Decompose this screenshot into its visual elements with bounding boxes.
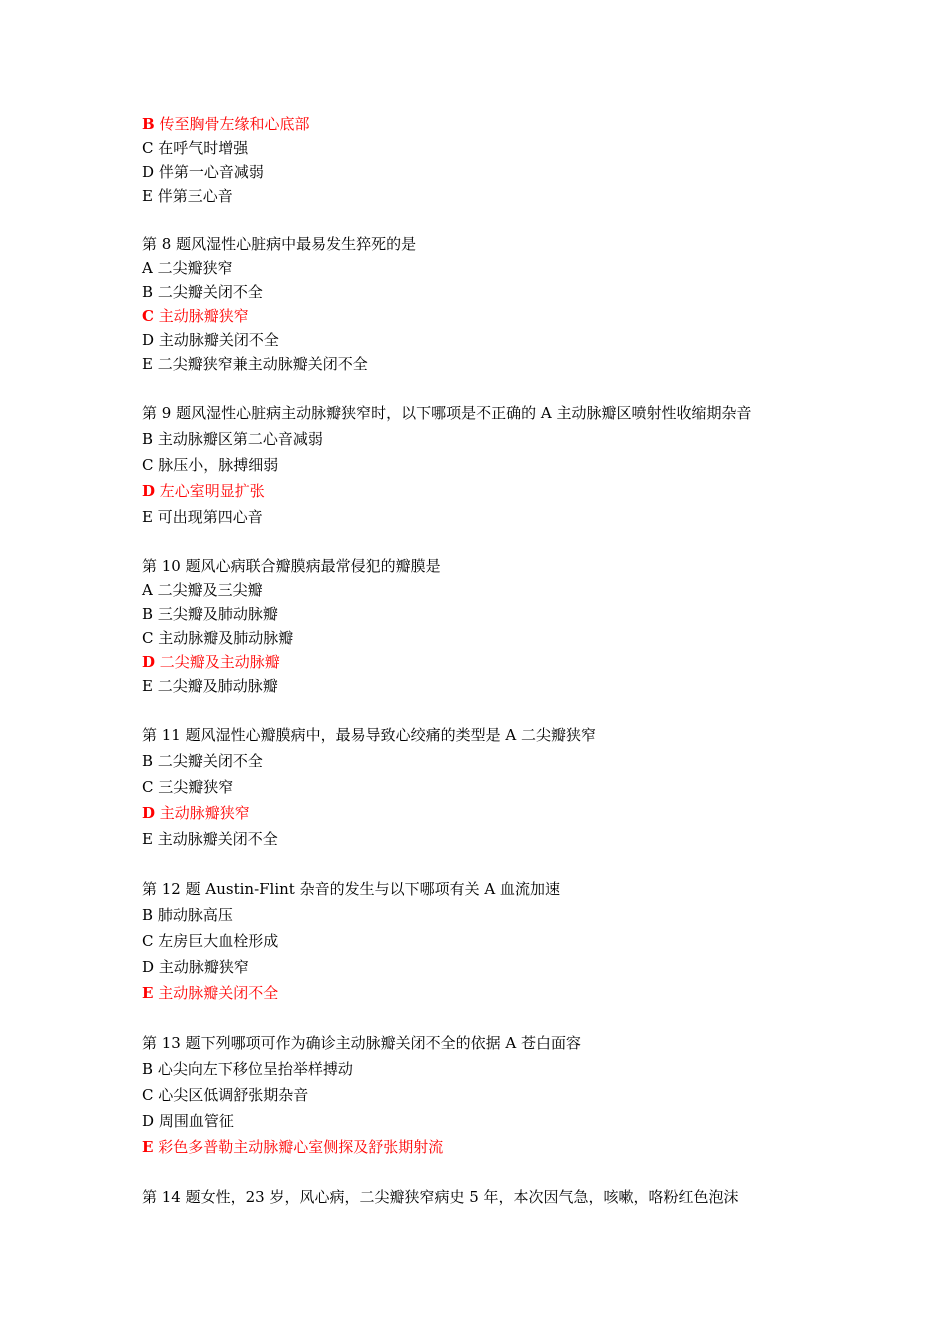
question-8 xyxy=(142,232,822,376)
question-11-stem: 第 11 题风湿性心瓣膜病中，最易导致心绞痛的类型是 A 二尖瓣狭窄 xyxy=(142,726,596,744)
option-7-b: B 传至胸骨左缘和心底部 xyxy=(142,115,310,133)
option-11-b: B 二尖瓣关闭不全 xyxy=(142,752,263,770)
option-13-b: B 心尖向左下移位呈抬举样搏动 xyxy=(142,1060,353,1078)
question-12-stem: 第 12 题 Austin-Flint 杂音的发生与以下哪项有关 A 血流加速 xyxy=(142,880,560,898)
document-page xyxy=(142,112,822,1210)
option-7-c: C 在呼气时增强 xyxy=(142,139,249,157)
question-14-stem: 第 14 题女性，23 岁，风心病，二尖瓣狭窄病史 5 年，本次因气急，咳嗽，咯粉红色泡沫 xyxy=(142,1188,739,1206)
option-9-e: E 可出现第四心音 xyxy=(142,508,263,526)
option-12-c: C 左房巨大血栓形成 xyxy=(142,932,279,950)
option-10-b: B 三尖瓣及肺动脉瓣 xyxy=(142,605,278,623)
option-8-b: B 二尖瓣关闭不全 xyxy=(142,283,263,301)
question-12 xyxy=(142,876,822,1006)
question-8-stem: 第 8 题风湿性心脏病中最易发生猝死的是 xyxy=(142,235,417,253)
option-11-c: C 三尖瓣狭窄 xyxy=(142,778,234,796)
option-10-c: C 主动脉瓣及肺动脉瓣 xyxy=(142,629,294,647)
option-10-a: A 二尖瓣及三尖瓣 xyxy=(142,581,263,599)
option-11-d: D 主动脉瓣狭窄 xyxy=(142,804,250,822)
option-7-d: D 伴第一心音减弱 xyxy=(142,163,264,181)
option-8-c: C 主动脉瓣狭窄 xyxy=(142,307,249,325)
question-9-stem: 第 9 题风湿性心脏病主动脉瓣狭窄时，以下哪项是不正确的 A 主动脉瓣区喷射性收缩期杂音 xyxy=(142,404,752,422)
question-13-stem: 第 13 题下列哪项可作为确诊主动脉瓣关闭不全的依据 A 苍白面容 xyxy=(142,1034,581,1052)
option-8-e: E 二尖瓣狭窄兼主动脉瓣关闭不全 xyxy=(142,355,368,373)
question-10-stem: 第 10 题风心病联合瓣膜病最常侵犯的瓣膜是 xyxy=(142,557,441,575)
question-11 xyxy=(142,722,822,852)
question-10 xyxy=(142,554,822,698)
option-10-d: D 二尖瓣及主动脉瓣 xyxy=(142,653,280,671)
option-8-d: D 主动脉瓣关闭不全 xyxy=(142,331,279,349)
option-13-e: E 彩色多普勒主动脉瓣心室侧探及舒张期射流 xyxy=(142,1138,444,1156)
option-9-d: D 左心室明显扩张 xyxy=(142,482,265,500)
option-12-b: B 肺动脉高压 xyxy=(142,906,233,924)
option-12-d: D 主动脉瓣狭窄 xyxy=(142,958,249,976)
option-9-b: B 主动脉瓣区第二心音减弱 xyxy=(142,430,323,448)
option-9-c: C 脉压小，脉搏细弱 xyxy=(142,456,279,474)
question-7-options xyxy=(142,112,822,208)
option-13-c: C 心尖区低调舒张期杂音 xyxy=(142,1086,309,1104)
option-13-d: D 周围血管征 xyxy=(142,1112,234,1130)
option-7-e: E 伴第三心音 xyxy=(142,187,233,205)
option-10-e: E 二尖瓣及肺动脉瓣 xyxy=(142,677,278,695)
question-13 xyxy=(142,1030,822,1160)
question-9 xyxy=(142,400,822,530)
option-12-e: E 主动脉瓣关闭不全 xyxy=(142,984,279,1002)
option-8-a: A 二尖瓣狭窄 xyxy=(142,259,233,277)
question-14 xyxy=(142,1184,822,1210)
option-11-e: E 主动脉瓣关闭不全 xyxy=(142,830,278,848)
